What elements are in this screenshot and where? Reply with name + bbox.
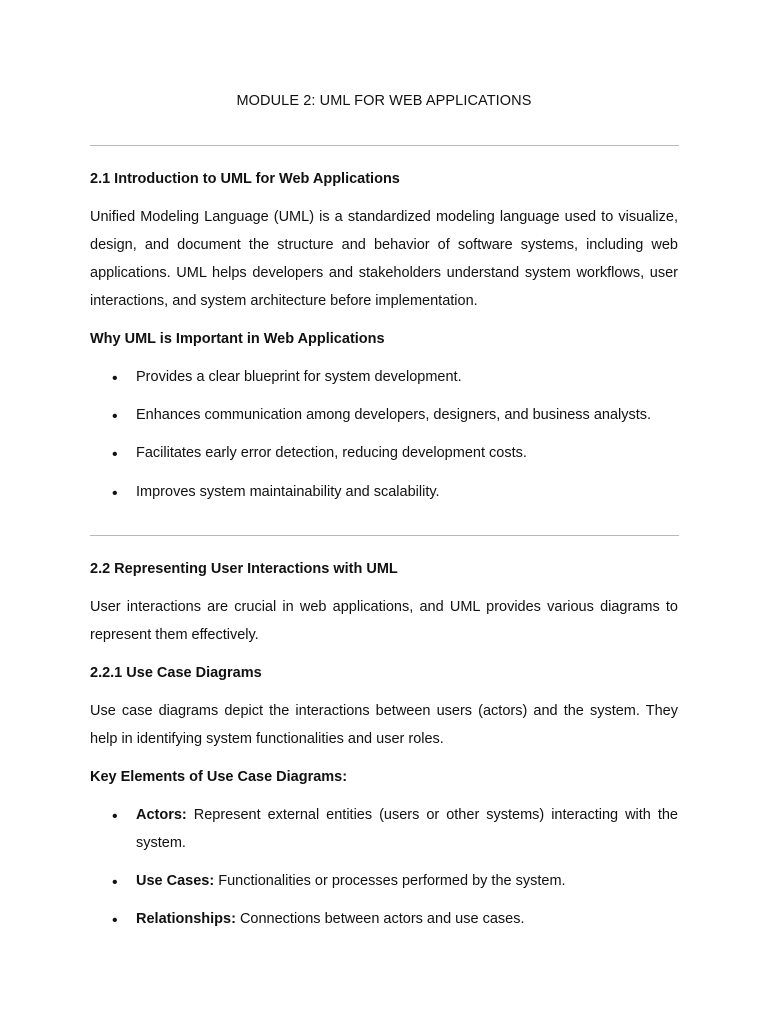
bullet-glyph: • — [112, 912, 118, 929]
list-item: Enhances communication among developers, designers, and business analysts. — [136, 407, 652, 423]
list-item: Provides a clear blueprint for system development. — [136, 369, 462, 385]
key-term-description: Connections between actors and use cases. — [239, 911, 525, 927]
key-term-description: Functionalities or processes performed by the system. — [218, 873, 566, 889]
bullet-glyph: • — [112, 446, 118, 463]
key-elements-heading: Key Elements of Use Case Diagrams: — [90, 769, 348, 785]
section-2-2-1-heading: 2.2.1 Use Case Diagrams — [90, 665, 262, 681]
bullet-glyph: • — [112, 874, 118, 891]
key-term-relationships: Relationships: — [136, 911, 236, 927]
list-item: Improves system maintainability and scalability. — [136, 484, 440, 500]
list-item: Facilitates early error detection, reducing development costs. — [136, 445, 527, 461]
list-item — [136, 801, 678, 857]
bullet-glyph: • — [112, 808, 118, 825]
section-2-1-heading: 2.1 Introduction to UML for Web Applications — [90, 171, 400, 187]
section-2-2-paragraph: User interactions are crucial in web applications, and UML provides various diagrams to represent them effectively. — [90, 599, 678, 643]
bullet-glyph: • — [112, 370, 118, 387]
why-uml-subheading: Why UML is Important in Web Applications — [90, 331, 385, 347]
divider — [90, 535, 679, 536]
page-title: MODULE 2: UML FOR WEB APPLICATIONS — [236, 93, 532, 109]
bullet-glyph: • — [112, 408, 118, 425]
section-2-2-heading: 2.2 Representing User Interactions with UML — [90, 561, 398, 577]
key-term-description: Represent external entities (users or other systems) interacting with the system. — [136, 807, 678, 851]
section-2-2-1-paragraph: Use case diagrams depict the interactions between users (actors) and the system. They help in identifying system functionalities and user roles. — [90, 703, 678, 747]
key-term-actors: Actors: — [136, 807, 187, 823]
list-item — [136, 905, 678, 933]
list-item — [136, 867, 678, 895]
key-term-use-cases: Use Cases: — [136, 873, 215, 889]
divider — [90, 145, 679, 146]
section-2-1-paragraph: Unified Modeling Language (UML) is a standardized modeling language used to visualize, design, and document the structure and behavior of software systems, including web applications. UML helps developers and stakeholders understand system workflows, user interactions, and system architecture before implementation. — [90, 209, 678, 309]
bullet-glyph: • — [112, 485, 118, 502]
